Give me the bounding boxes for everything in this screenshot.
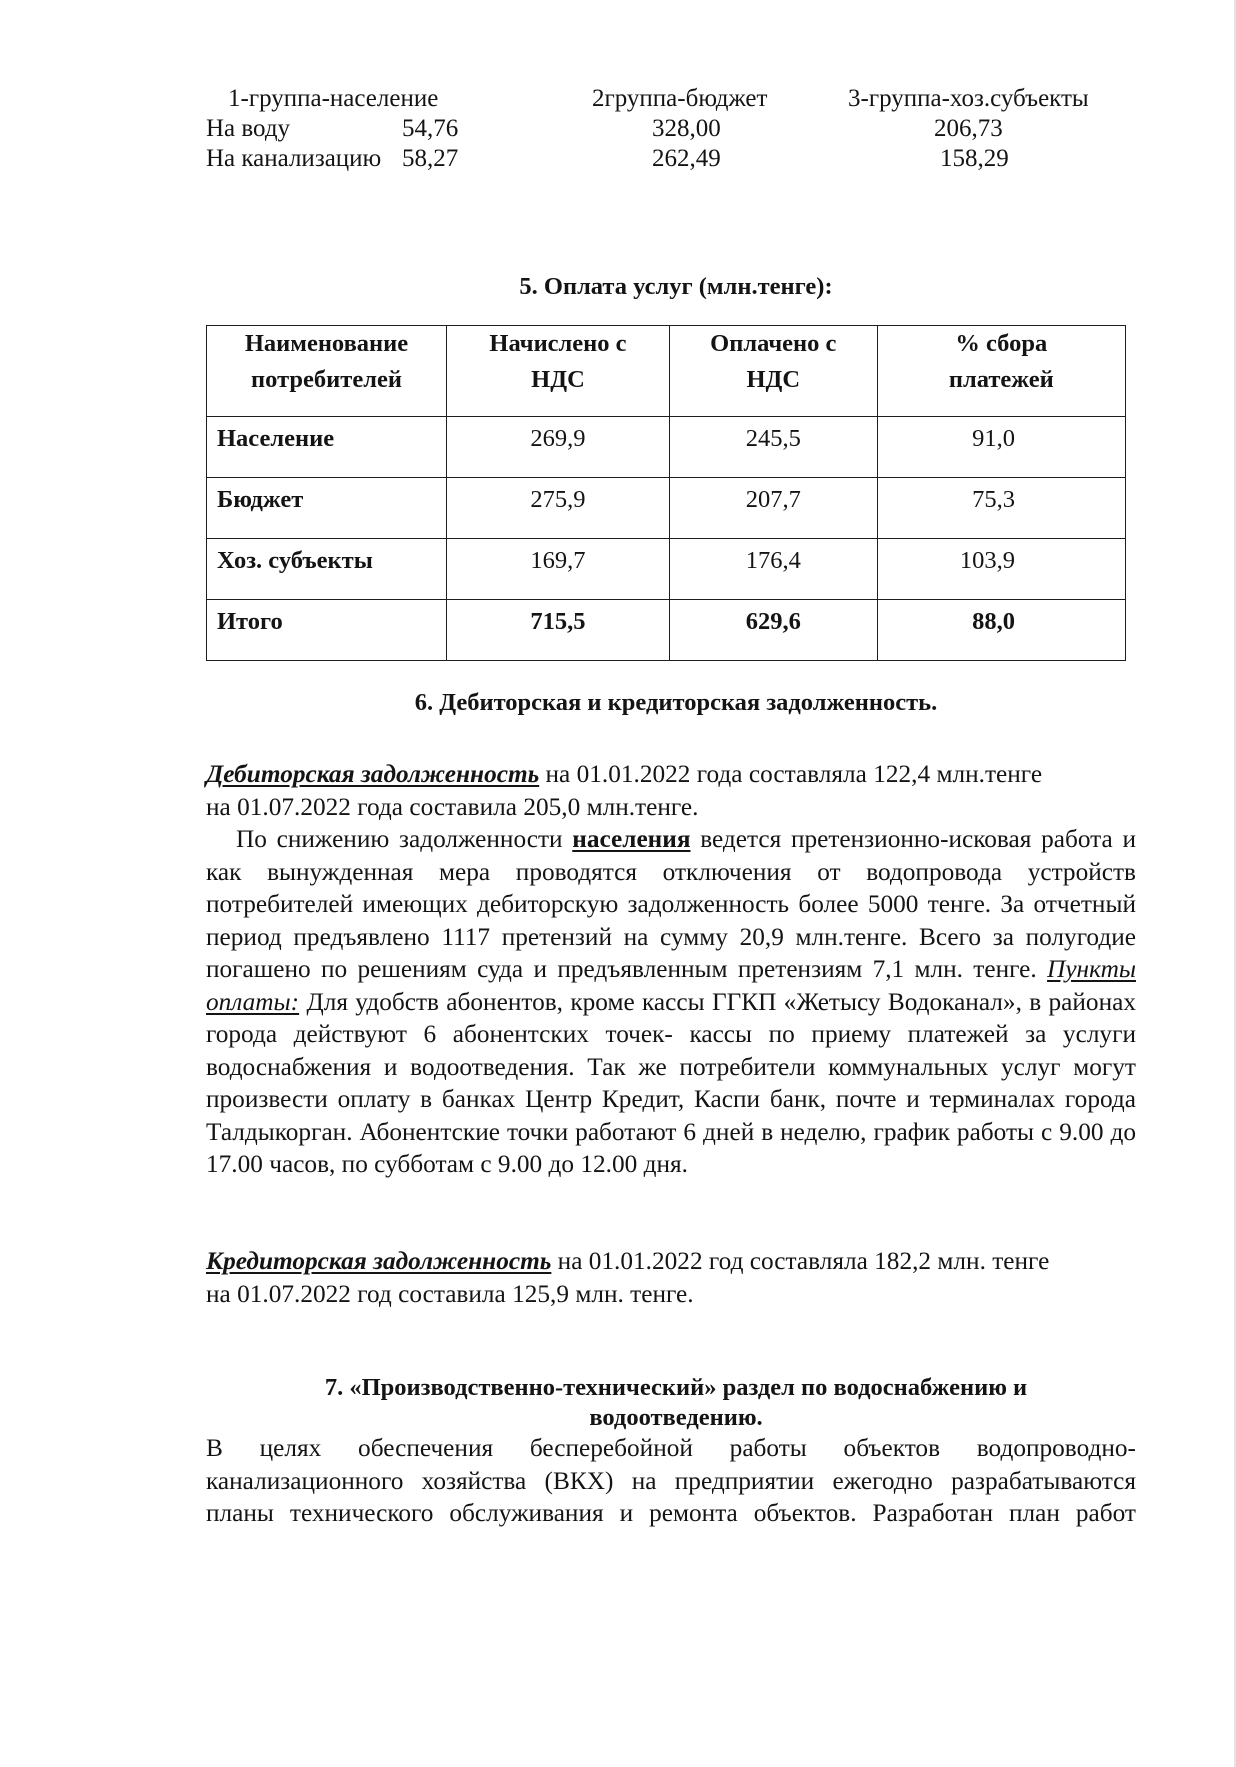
header-collection-percent: % сбора платежей <box>877 326 1125 417</box>
cell-paid: 207,7 <box>669 478 877 539</box>
credit-label: Кредиторская задолженность <box>206 1247 552 1275</box>
section-7-paragraph: В целях обеспечения бесперебойной работы объектов водопроводно-канализационного хозяйства (ВКХ) на предприятии ежегодно разрабатываются планы технического обслуживания и ремонта объектов. Разработан план работ <box>206 1434 1136 1527</box>
cell-charged: 169,7 <box>447 539 670 600</box>
cell-charged: 275,9 <box>447 478 670 539</box>
payments-table <box>206 325 1126 661</box>
tariff-value: 54,76 <box>402 115 459 142</box>
table-total-row <box>207 600 1126 661</box>
debit-text-1: на 01.01.2022 года составляла 122,4 млн.тенге <box>539 760 1043 788</box>
cell-paid: 629,6 <box>669 600 877 661</box>
tariff-group-2: 2группа-бюджет <box>592 85 768 112</box>
payment-points-label: Пункты оплаты: <box>206 955 1136 1016</box>
cell-name: Бюджет <box>207 478 447 539</box>
debit-label: Дебиторская задолженность <box>206 760 540 788</box>
debit-paragraph <box>206 758 1136 823</box>
population-paragraph: По снижению задолженности населения ведется претензионно-исковая работа и как вынужденная мера проводятся отключения от водопровода устройств потребителей имеющих дебиторскую задолженность более 5000 тенге. За отчетный период предъявлено 1117 претензий на сумму 20,9 млн.тенге. Всего за полугодие погашено по решениям суда и предъявленным претензиям 7,1 млн. тенге. Пункты оплаты: Для удобств абонентов, кроме кассы ГГКП «Жетысу Водоканал», в районах города действуют 6 абонентских точек- кассы по приему платежей за услуги водоснабжения и водоотведения. Так же потребители коммунальных услуг могут произвести оплату в банках Центр Кредит, Каспи банк, почте и терминалах города Талдыкорган. Абонентские точки работают 6 дней в неделю, график работы с 9.00 до 17.00 часов, по субботам с 9.00 до 12.00 дня. <box>206 825 1136 1178</box>
cell-name: Итого <box>207 600 447 661</box>
tariff-value: 58,27 <box>402 145 459 172</box>
tariff-group-3: 3-группа-хоз.субъекты <box>848 85 1089 112</box>
header-paid: Оплачено с НДС <box>669 326 877 417</box>
table-header-row <box>207 326 1126 417</box>
section-6-title: 6. Дебиторская и кредиторская задолженность. <box>414 689 938 716</box>
section-5-title: 5. Оплата услуг (млн.тенге): <box>519 273 833 300</box>
tariff-value: 262,49 <box>652 145 721 172</box>
cell-paid: 245,5 <box>669 417 877 478</box>
cell-name: Хоз. субъекты <box>207 539 447 600</box>
tariff-label: На канализацию <box>206 145 382 172</box>
tariff-label: На воду <box>206 115 291 142</box>
header-charged: Начислено с НДС <box>447 326 670 417</box>
population-emphasis: населения <box>572 825 691 853</box>
credit-text-2: на 01.07.2022 год составила 125,9 млн. тенге. <box>206 1279 694 1308</box>
debit-text-2: на 01.07.2022 года составила 205,0 млн.тенге. <box>206 792 699 821</box>
table-row <box>207 478 1126 539</box>
cell-percent: 75,3 <box>877 478 1125 539</box>
tariff-value: 328,00 <box>652 115 721 142</box>
cell-percent: 103,9 <box>877 539 1125 600</box>
cell-paid: 176,4 <box>669 539 877 600</box>
table-row <box>207 417 1126 478</box>
credit-paragraph <box>206 1245 1136 1310</box>
section-7-title: 7. «Производственно-технический» раздел по водоснабжению и водоотведению. <box>324 1374 1028 1431</box>
tariff-value: 158,29 <box>940 145 1009 172</box>
cell-charged: 269,9 <box>447 417 670 478</box>
table-row <box>207 539 1126 600</box>
cell-percent: 88,0 <box>877 600 1125 661</box>
tariff-group-1: 1-группа-население <box>228 85 439 112</box>
credit-text-1: на 01.01.2022 год составляла 182,2 млн. тенге <box>551 1247 1050 1275</box>
cell-name: Население <box>207 417 447 478</box>
tariff-value: 206,73 <box>934 115 1003 142</box>
header-consumers: Наименование потребителей <box>207 326 447 417</box>
cell-charged: 715,5 <box>447 600 670 661</box>
cell-percent: 91,0 <box>877 417 1125 478</box>
